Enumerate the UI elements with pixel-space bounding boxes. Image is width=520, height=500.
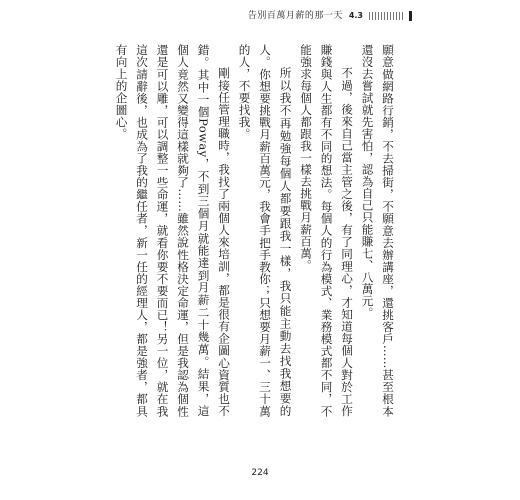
paragraph: 不過，後來自己當主管之後，有了同理心，才知道每個人對於工作賺錢與人生都有不同的想法。每個人的行為模式、業務模式都不同，不能強求每個人都跟我一樣去挑戰月薪百萬。 [299,44,354,417]
header-marker [409,11,412,21]
running-header [248,10,412,22]
chapter-title: 告別百萬月薪的那一天 [247,11,343,21]
body-text [103,44,398,417]
paragraph: 願意做網路行銷，不去掃街，不願意去辦講座，還挑客戶……甚至根本還沒去嘗試就先害怕，認為自己只能賺七、八萬元。 [360,44,395,417]
paragraph: 剛接任管理職時，我找了兩個人來培訓，都是很有企圖心資質也不錯。其中一個Poway，不到三個月就能達到月薪二十幾萬。結果，這個人竟然又變得這樣就夠了……雖然說性格決定命運，但是我認為個性還是可以雕，可以調整一些命運，就看你要不要而已！另一位，就在我這次請辭後，也成為了我的繼任者，新一任的經理人，都是強者，都具有向上的企圖心。 [114,44,231,417]
section-number: 4.3 [348,11,363,20]
header-tick-rule [369,12,403,20]
page-number: 224 [251,468,269,478]
paragraph: 所以我不再勉強每個人都要跟我一樣，我只能主動去找我想要的人。你想要挑戰月薪百萬元，我會手把手教你；只想要月薪一、三十萬的人，不要找我。 [237,44,293,417]
